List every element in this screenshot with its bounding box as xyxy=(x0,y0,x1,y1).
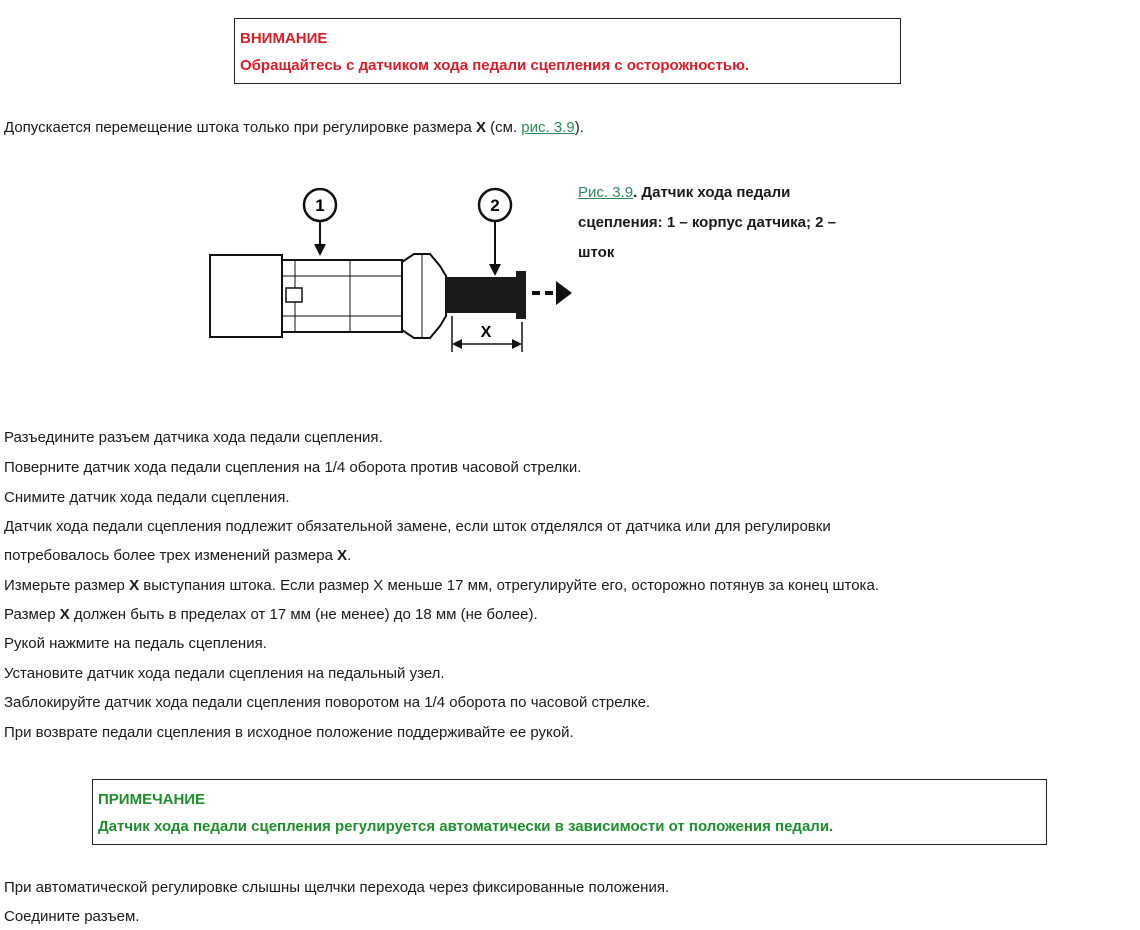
step-line: потребовалось более трех изменений размера X. xyxy=(4,547,352,564)
rod-end xyxy=(516,271,526,319)
warning-box xyxy=(234,18,901,84)
note-box xyxy=(92,779,1047,845)
after-line: Соедините разъем. xyxy=(4,908,140,925)
dimension-label: X xyxy=(480,324,492,341)
note-text: Датчик хода педали сцепления регулируется автоматически в зависимости от положения педали. xyxy=(98,818,834,835)
sensor-diagram xyxy=(200,180,580,355)
motion-arrow-head xyxy=(556,281,572,305)
callout-2-label: 2 xyxy=(490,196,500,215)
figure-caption: Рис. 3.9. Датчик хода педали сцепления: 1 – корпус датчика; 2 – шток xyxy=(578,184,837,261)
callout-1-label: 1 xyxy=(315,196,325,215)
intro-paragraph: Допускается перемещение штока только при регулировке размера X (см. рис. 3.9). xyxy=(4,119,584,136)
note-title: ПРИМЕЧАНИЕ xyxy=(98,791,206,808)
housing-tab xyxy=(286,288,302,302)
step-line: Разъедините разъем датчика хода педали сцепления. xyxy=(4,429,383,446)
warning-title: ВНИМАНИЕ xyxy=(240,30,328,47)
step-line: При возврате педали сцепления в исходное положение поддерживайте ее рукой. xyxy=(4,724,574,741)
warning-text: Обращайтесь с датчиком хода педали сцепления с осторожностью. xyxy=(240,57,750,74)
dim-arrow-right xyxy=(512,339,522,349)
dim-arrow-left xyxy=(452,339,462,349)
step-line: Измерьте размер X выступания штока. Если размер X меньше 17 мм, отрегулируйте его, осторожно потянув за конец штока. xyxy=(4,577,879,594)
step-line: Рукой нажмите на педаль сцепления. xyxy=(4,635,267,652)
sensor-rod xyxy=(446,277,518,313)
callout-1-arrow xyxy=(314,244,326,256)
step-line: Заблокируйте датчик хода педали сцепления поворотом на 1/4 оборота по часовой стрелке. xyxy=(4,694,651,711)
figure-link[interactable]: рис. 3.9 xyxy=(521,119,575,136)
after-line: При автоматической регулировке слышны щелчки перехода через фиксированные положения. xyxy=(4,879,670,896)
step-line: Поверните датчик хода педали сцепления на 1/4 оборота против часовой стрелки. xyxy=(4,459,582,476)
step-line: Снимите датчик хода педали сцепления. xyxy=(4,489,290,506)
step-line: Размер X должен быть в пределах от 17 мм (не менее) до 18 мм (не более). xyxy=(4,606,538,623)
step-line: Датчик хода педали сцепления подлежит обязательной замене, если шток отделялся от датчика или для регулировки xyxy=(4,518,831,535)
callout-2-arrow xyxy=(489,264,501,276)
sensor-collar xyxy=(402,254,446,338)
step-line: Установите датчик хода педали сцепления на педальный узел. xyxy=(4,665,445,682)
caption-link[interactable]: Рис. 3.9 xyxy=(578,184,634,201)
connector-body xyxy=(210,255,282,337)
